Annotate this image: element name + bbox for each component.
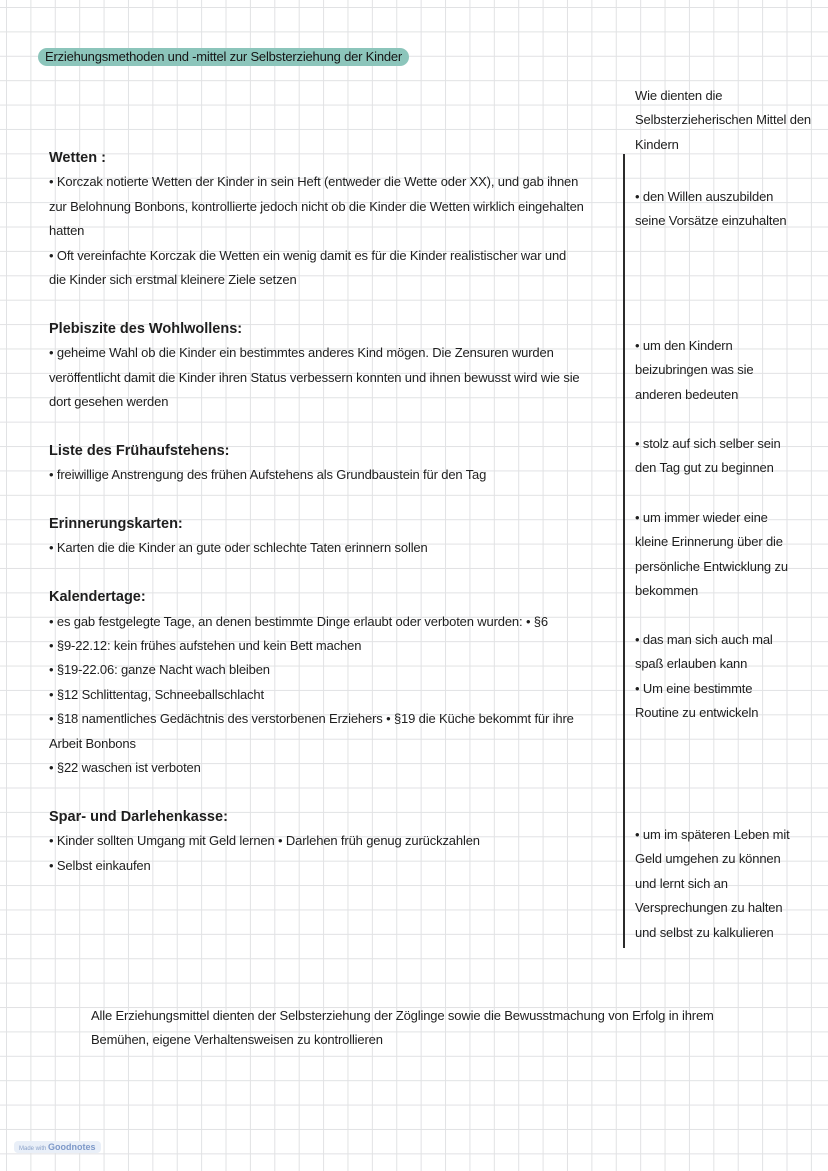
section-line: • §9-22.12: kein frühes aufstehen und kein Bett machen [49,637,362,653]
side-note-line: Routine zu entwickeln [635,705,759,721]
section-line: • Oft vereinfachte Korczak die Wetten ein wenig damit es für die Kinder realistischer war und [49,247,567,263]
side-note-line: • das man sich auch mal [635,632,773,647]
section-line: • es gab festgelegte Tage, an denen bestimmte Dinge erlaubt oder verboten wurden: • §6 [49,613,548,629]
section-line: die Kinder sich erstmal kleinere Ziele setzen [49,272,297,288]
section-wetten [49,146,609,292]
section-title: Plebiszite des Wohlwollens: [49,320,243,337]
side-note-line: seine Vorsätze einzuhalten [635,213,787,229]
main-notes [49,146,609,902]
side-note-plebiszite [635,334,815,407]
side-note-line: • den Willen auszubilden [635,189,774,204]
side-note-line: kleine Erinnerung über die [635,534,783,550]
side-note-line: • um den Kindern [635,338,733,353]
side-note-kalendertage [635,628,815,726]
section-line: • §19-22.06: ganze Nacht wach bleiben [49,662,270,678]
summary-line: Alle Erziehungsmittel dienten der Selbsterziehung der Zöglinge sowie die Bewusstmachung von Erfolg in ihrem [91,1008,714,1023]
section-line: dort gesehen werden [49,394,169,410]
section-erinnerungskarten [49,512,609,561]
side-note-erinnerungskarten [635,506,815,604]
section-title: Wetten : [49,150,106,166]
side-note-fruehaufstehen [635,432,815,481]
side-note-line: • Um eine bestimmte [635,680,753,696]
section-line: • Kinder sollten Umgang mit Geld lernen • Darlehen früh genug zurückzahlen [49,833,480,849]
side-note-line: persönliche Entwicklung zu [635,558,788,574]
side-note-wetten [635,185,815,234]
side-note-line: • um immer wieder eine [635,510,768,525]
section-line: zur Belohnung Bonbons, kontrollierte jedoch nicht ob die Kinder die Wetten wirklich eingehalten [49,198,584,214]
side-note-line: Versprechungen zu halten [635,900,783,916]
section-title: Liste des Frühaufstehens: [49,442,230,459]
section-line: Arbeit Bonbons [49,735,136,751]
section-line: • §22 waschen ist verboten [49,760,201,776]
side-header [635,84,815,157]
section-line: hatten [49,223,85,239]
side-note-line: spaß erlauben kann [635,656,748,672]
side-note-sparkasse [635,823,815,945]
side-note-line: Geld umgehen zu können [635,851,781,867]
made-with-label: Made with [19,1146,47,1152]
side-note-line: • stolz auf sich selber sein [635,436,781,451]
goodnotes-badge [14,1141,101,1153]
side-note-line: beizubringen was sie [635,362,754,378]
side-note-line: und lernt sich an [635,875,728,891]
column-divider [623,154,625,948]
goodnotes-logo: Goodnotes [48,1142,96,1152]
section-line: • Korczak notierte Wetten der Kinder in sein Heft (entweder die Wette oder XX), und gab ihnen [49,174,579,190]
side-note-line: bekommen [635,583,699,599]
summary-line: Bemühen, eigene Verhaltensweisen zu kontrollieren [91,1032,383,1048]
section-title: Spar- und Darlehenkasse: [49,808,228,825]
side-note-line: den Tag gut zu beginnen [635,460,774,476]
side-note-line: anderen bedeuten [635,386,739,402]
side-note-line: und selbst zu kalkulieren [635,924,774,940]
section-line: • geheime Wahl ob die Kinder ein bestimmtes anderes Kind mögen. Die Zensuren wurden [49,345,554,361]
section-title: Kalendertage: [49,589,146,606]
section-line: • Selbst einkaufen [49,857,151,873]
section-line: • Karten die die Kinder an gute oder schlechte Taten erinnern sollen [49,540,428,556]
side-note-line: • um im späteren Leben mit [635,827,790,842]
section-plebiszite [49,317,609,415]
section-sparkasse [49,805,609,878]
section-kalendertage [49,585,609,780]
section-line: • §12 Schlittentag, Schneeballschlacht [49,686,264,702]
section-title: Erinnerungskarten: [49,516,183,532]
section-line: • §18 namentliches Gedächtnis des verstorbenen Erziehers • §19 die Küche bekommt für ihre [49,711,574,727]
summary [91,1004,741,1053]
section-fruehaufstehen [49,439,609,488]
section-line: • freiwillige Anstrengung des frühen Aufstehens als Grundbaustein für den Tag [49,467,487,483]
page-title: Erziehungsmethoden und -mittel zur Selbsterziehung der Kinder [38,48,409,66]
section-line: veröffentlicht damit die Kinder ihren Status verbessern konnten und ihnen bewusst wird wie sie [49,369,580,385]
side-header-text: Wie dienten die Selbsterzieherischen Mittel den Kindern [635,88,811,152]
